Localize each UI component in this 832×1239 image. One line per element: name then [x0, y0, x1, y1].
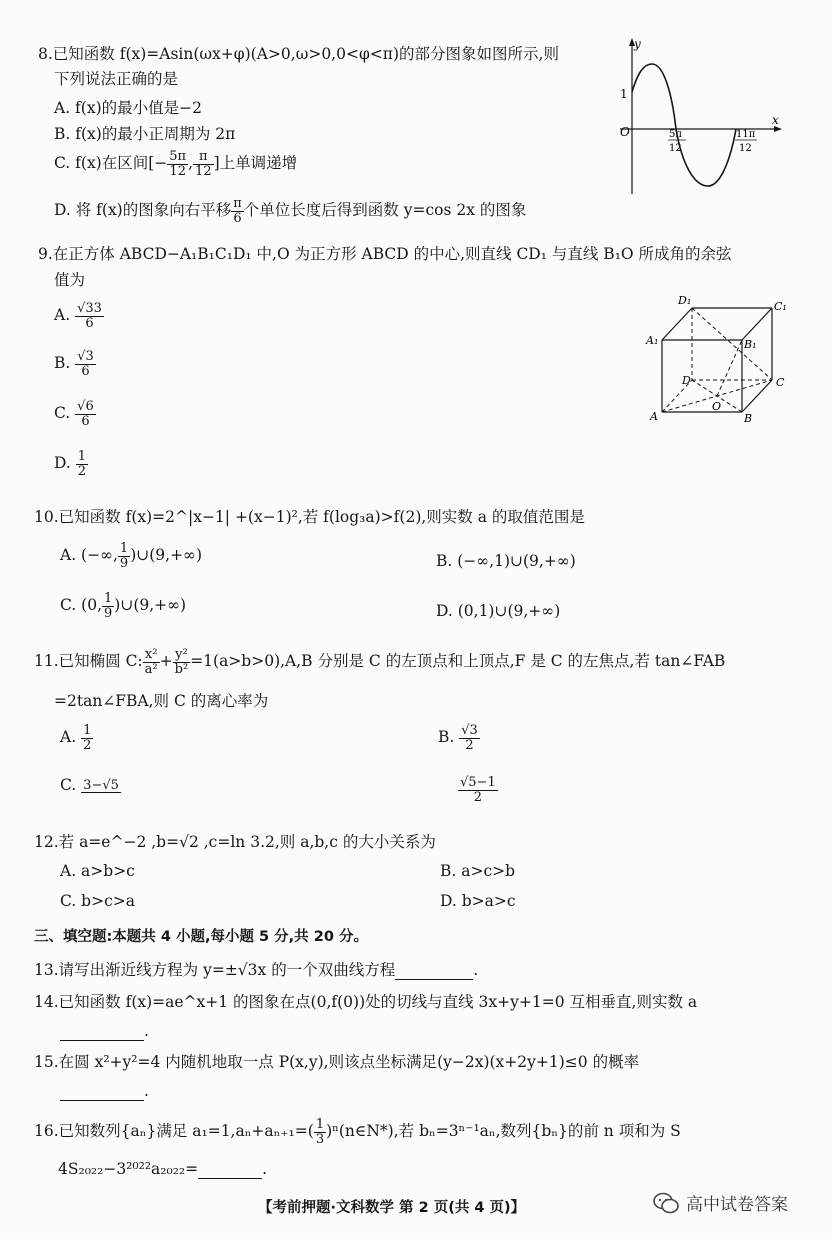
q11-option-c: C. 3−√5 — [60, 776, 119, 794]
q11-option-a: A. $\frac{1}{2}$ — [60, 723, 92, 753]
q8-sine-graph — [612, 34, 788, 194]
label-c: C — [776, 376, 785, 389]
q10-option-d: D. (0,1)∪(9,+∞) — [436, 602, 561, 620]
q11-stem-line1: 11.已知椭圆 C: $\frac{\text{x²}}{\text{a²}}$ + $\frac{\text{y²}}{\text{b²}}$ =1(a>b>0),A,B 分别是 C 的左顶点和上顶点,F 是 C 的左焦点,若 tan∠FAB — [34, 647, 726, 677]
q14-answer-blank[interactable] — [60, 1022, 144, 1041]
q10-option-c: C. (0, $\frac{1}{9}$ )∪(9,+∞) — [60, 591, 187, 621]
q13-stem: 13.请写出渐近线方程为 y=±√3x 的一个双曲线方程 . — [34, 961, 479, 979]
q9-option-a: A. $\frac{√33}{6}$ — [54, 301, 102, 331]
q9-stem-line1: 9.在正方体 ABCD−A₁B₁C₁D₁ 中,O 为正方形 ABCD 的中心,则直线 CD₁ 与直线 B₁O 所成角的余弦 — [38, 245, 732, 263]
q11-stem-line2: =2tan∠FBA,则 C 的离心率为 — [54, 692, 269, 710]
label-o: O — [712, 400, 722, 413]
edge-b1c1 — [742, 308, 772, 340]
q12-stem: 12.若 a=e^−2 ,b=√2 ,c=ln 3.2,则 a,b,c 的大小关系为 — [34, 833, 436, 851]
wechat-icon — [652, 1191, 680, 1215]
q8-option-b: B. f(x)的最小正周期为 2π — [54, 125, 236, 143]
q12-option-d: D. b>a>c — [440, 892, 516, 910]
q11-option-d: $\frac{√5-1}{2}$ — [460, 775, 496, 805]
q8-option-c: C. f(x)在区间[− $\frac{5\pi}{12}$ , $\frac{\pi}{12}$ ]上单调递增 — [54, 149, 298, 179]
q12-option-b: B. a>c>b — [440, 862, 516, 880]
x-tick-11pi12-den: 12 — [739, 143, 752, 154]
x-axis-label: x — [772, 113, 779, 127]
label-d1: D₁ — [678, 294, 692, 307]
label-d: D — [682, 374, 691, 387]
q9-option-c: C. $\frac{√6}{6}$ — [54, 399, 94, 429]
segment-cd1 — [692, 308, 772, 380]
q12-option-a: A. a>b>c — [60, 862, 135, 880]
q9-cube-figure — [640, 290, 800, 430]
label-a: A — [650, 410, 658, 423]
q10-option-a: A. (−∞, $\frac{1}{9}$ )∪(9,+∞) — [60, 541, 203, 571]
x-tick-5pi12-den: 12 — [669, 143, 682, 154]
q14-answer-line: . — [60, 1022, 149, 1041]
q8-stem-line1: 8.已知函数 f(x)=Asin(ωx+φ)(A>0,ω>0,0<φ<π)的部分图象如图所示,则 — [38, 45, 559, 63]
q15-stem: 15.在圆 x²+y²=4 内随机地取一点 P(x,y),则该点坐标满足(y−2x)(x+2y+1)≤0 的概率 — [34, 1053, 640, 1071]
page-footer: 【考前押题·文科数学 第 2 页(共 4 页)】 — [258, 1200, 526, 1216]
q10-option-b: B. (−∞,1)∪(9,+∞) — [436, 552, 576, 570]
q15-answer-line: . — [60, 1082, 149, 1101]
q15-answer-blank[interactable] — [60, 1082, 144, 1101]
x-tick-5pi12-num: 5π — [669, 129, 682, 140]
watermark-badge — [652, 1190, 788, 1215]
origin-label: O — [620, 125, 630, 139]
watermark-text: 高中试卷答案 — [686, 1195, 788, 1215]
q16-line2: 4S₂₀₂₂−3²⁰²²a₂₀₂₂= . — [58, 1160, 268, 1178]
q14-stem: 14.已知函数 f(x)=ae^x+1 的图象在点(0,f(0))处的切线与直线 3x+y+1=0 互相垂直,则实数 a — [34, 993, 698, 1011]
q12-option-c: C. b>c>a — [60, 892, 135, 910]
y-tick-1: 1 — [620, 87, 628, 101]
x-tick-11pi12-num: 11π — [736, 129, 756, 140]
label-c1: C₁ — [774, 300, 787, 313]
q11-option-b: B. $\frac{√3}{2}$ — [438, 723, 478, 753]
edge-a1d1 — [662, 308, 692, 340]
section-fill-in-header: 三、填空题:本题共 4 小题,每小题 5 分,共 20 分。 — [34, 929, 368, 945]
label-b1: B₁ — [744, 338, 757, 351]
q16-answer-blank[interactable] — [198, 1160, 262, 1179]
q9-option-d: D. $\frac{1}{2}$ — [54, 449, 87, 479]
q8-option-a: A. f(x)的最小值是−2 — [54, 99, 202, 117]
q8-stem-line2: 下列说法正确的是 — [54, 70, 179, 88]
segment-b1o — [717, 340, 742, 396]
q8-option-d: D. 将 f(x)的图象向右平移 $\frac{\pi}{6}$ 个单位长度后得到函数 y=cos 2x 的图象 — [54, 196, 527, 226]
q9-stem-line2: 值为 — [54, 271, 86, 289]
q16-stem: 16.已知数列{aₙ}满足 a₁=1,aₙ+aₙ₊₁=( $\frac{1}{3}$ )ⁿ(n∈N*),若 bₙ=3ⁿ⁻¹aₙ,数列{bₙ}的前 n 项和为 S — [34, 1117, 681, 1147]
label-a1: A₁ — [646, 334, 659, 347]
sine-curve — [632, 64, 736, 186]
y-axis-label: y — [634, 37, 641, 51]
q10-stem: 10.已知函数 f(x)=2^|x−1| +(x−1)²,若 f(log₃a)>f(2),则实数 a 的取值范围是 — [34, 508, 585, 526]
q13-answer-blank[interactable] — [395, 961, 473, 980]
label-b: B — [744, 412, 753, 425]
q9-option-b: B. $\frac{√3}{6}$ — [54, 349, 94, 379]
